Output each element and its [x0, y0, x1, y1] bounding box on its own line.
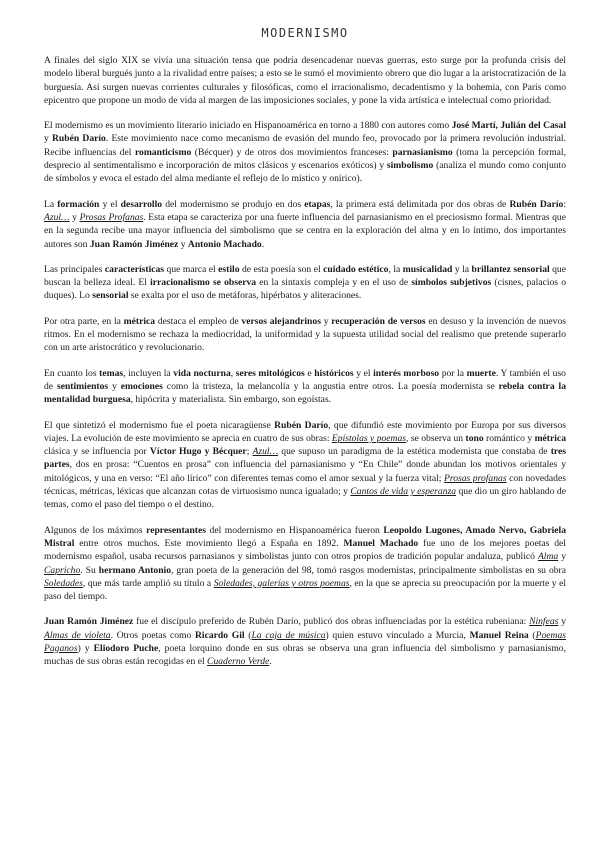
text-run: El modernismo es un movimiento literario iniciado en Hispanoamérica en torno a 1880 con autores como [44, 120, 452, 132]
text-run: que buscan la belleza ideal. El [44, 263, 566, 289]
text-run: y [558, 616, 566, 628]
work-title: Azul… [44, 211, 70, 223]
work-title: Poemas Paganos [44, 629, 567, 654]
bold-term: símbolos subjetivos [411, 277, 492, 289]
text-run: . Este movimiento nace como mecanismo de evasión del mundo feo, provocado por la primera revolución industrial. Recibe influencias del [44, 133, 566, 158]
paragraph [44, 119, 566, 185]
text-run: , hipócrita y materialista. Sin embargo, son egoístas. [130, 394, 332, 406]
text-run: por la [439, 367, 467, 379]
bold-term: vida nocturna [173, 367, 231, 379]
bold-term: tono [465, 432, 484, 444]
paragraph [44, 198, 566, 251]
text-run: La [44, 198, 58, 210]
paragraph [44, 315, 566, 355]
bold-term: históricos [314, 367, 354, 379]
bold-term: recuperación de versos [331, 315, 426, 327]
work-title: Prosas profanas [443, 472, 507, 484]
text-run: y [178, 238, 188, 250]
text-run: (cisnes, palacios o duques). Lo [44, 277, 566, 302]
bold-term: Manuel Machado [343, 537, 419, 549]
bold-term: brillantez sensorial [471, 263, 550, 275]
text-run: A finales del siglo XIX se vivía una situación tensa que podría desencadenar nuevas guerras, esto surge por la profunda crisis del modelo liberal burgués junto a la rivalidad entre países; a esto se le sumó el movimiento obrero que dio lugar a la aristocratización de la burguesía. Así surgen nuevas corrientes culturales y filosóficas, como el irracionalismo, decadentismo y la bohemia, con París como epicentro que propone un modo de vida al margen de las imposiciones sociales, y pone la vida artística e intelectual como prioridad. [44, 55, 566, 106]
bold-term: métrica [534, 432, 566, 444]
bold-term: Víctor Hugo y Bécquer [149, 446, 247, 458]
text-run: , [230, 367, 236, 379]
text-run: que marca el [164, 263, 219, 275]
bold-term: versos alejandrinos [241, 315, 321, 327]
bold-term: temas [99, 367, 124, 379]
text-run: , dos en prosa: “Cuentos en prosa” con influencia del parnasianismo y “En Chile” donde abundan los motivos orientales y mitológicos, y una en verso: “El año lírico” con diferentes temas como el amor sexual y la fuerza vital; [44, 459, 566, 484]
text-run: . [261, 238, 265, 250]
text-run: fue el discípulo preferido de Rubén Darío, publicó dos obras influenciadas por la estética rubeniana: [133, 616, 530, 628]
text-run: , gran poeta de la generación del 98, tomó rasgos modernistas, principalmente simbolistas en su obra [171, 564, 566, 576]
paragraph [44, 524, 566, 604]
text-run: (analiza el mundo como conjunto de símbolos y evoca el estado del alma mediante el reflejo de lo místico y onírico). [44, 160, 567, 185]
work-title: Soledades, galerías y otros poemas [213, 577, 350, 589]
bold-term: estilo [218, 263, 240, 275]
text-run: y la [452, 263, 472, 275]
text-run: : [563, 198, 566, 210]
text-run: y [108, 380, 121, 392]
text-run: y [320, 315, 332, 327]
bold-term: cuidado estético [323, 263, 389, 275]
bold-term: Juan Ramón Jiménez [89, 238, 179, 250]
text-run: ; [246, 446, 253, 458]
bold-term: formación [57, 198, 100, 210]
text-run: , la [388, 263, 403, 275]
text-run: e [304, 367, 315, 379]
bold-term: Eliodoro Puche [93, 642, 159, 654]
work-title: Capricho [44, 564, 81, 576]
work-title: Cantos de vida y esperanza [350, 486, 457, 498]
text-run: se exalta por el uso de metáforas, hipérbatos y aliteraciones. [128, 290, 362, 302]
text-run: que dio un giro hablando de temas, como el paso del tiempo o el destino. [44, 486, 566, 511]
text-run: . Esta etapa se caracteriza por una fuerte influencia del parnasianismo en el preciosismo formal. Mientras que en la segunda recibe una mayor influencia del simbolismo que se centra en la exploración del alma y en lo íntimo, dos importantes autores son [44, 211, 566, 250]
text-run: que supuso un paradigma de la estética modernista que constaba de [278, 446, 551, 458]
bold-term: Antonio Machado [187, 238, 262, 250]
bold-term: sensorial [92, 290, 129, 302]
work-title: Alma [537, 551, 559, 563]
text-run: , se observa un [406, 432, 466, 444]
text-run: ( [244, 629, 252, 641]
text-run: Las principales [44, 263, 105, 275]
text-run: y [69, 211, 80, 223]
text-run: , en la que se aprecia su preocupación por la muerte y el paso del tiempo. [44, 577, 566, 603]
work-title: Soledades [44, 577, 83, 589]
text-run: (toma la percepción formal, desprecio al sentimentalismo e incorporación de mitos clásicos y escenarios exóticos) y [44, 146, 566, 172]
text-run: en la sintaxis compleja y en el uso de [256, 277, 412, 289]
paragraph [44, 54, 566, 107]
text-run: en desuso y la invención de nuevos ritmos. En el modernismo se rechaza la mediocridad, la uniformidad y la supuesta utilidad social del realismo que pretende superarlo con un arte aristocrático y revolucionario. [44, 315, 567, 354]
text-run: ) y [77, 642, 94, 654]
text-run: , que difundió este movimiento por Europa por sus diversos viajes. La evolución de este movimiento se aprecia en cuatro de sus obras: [44, 419, 566, 444]
bold-term: métrica [123, 315, 156, 327]
bold-term: etapas [304, 198, 331, 210]
page-title: MODERNISMO [261, 26, 349, 40]
text-run: Por otra parte, en la [44, 315, 124, 327]
text-run: Algunos de los máximos [44, 524, 147, 536]
bold-term: sentimientos [56, 380, 109, 392]
paragraph [44, 419, 566, 512]
text-run: . Otros poetas como [110, 629, 195, 641]
text-run: . Y también el uso de [44, 367, 566, 392]
bold-term: irracionalismo se observa [150, 277, 257, 289]
text-run: El que sintetizó el modernismo fue el poeta nicaragüense [44, 419, 275, 431]
bold-term: características [104, 263, 165, 275]
bold-term: rebela contra la mentalidad burguesa [44, 380, 566, 406]
text-run: . [269, 656, 272, 668]
work-title: Almas de violeta [44, 629, 111, 641]
bold-term: romanticismo [134, 146, 192, 158]
bold-term: Manuel Reina [469, 629, 529, 641]
paragraph [44, 615, 566, 668]
bold-term: parnasianismo [392, 146, 453, 158]
text-run: de esta poesía son el [239, 263, 324, 275]
text-run: En cuanto los [44, 367, 100, 379]
bold-term: emociones [120, 380, 163, 392]
bold-term: Rubén Darío [509, 198, 564, 210]
text-run: , poeta lorquino donde en sus obras se observa una gran influencia del simbolismo y parnasianismo, muchas de sus obras están recogidas en el [44, 642, 566, 668]
bold-term: Rubén Darío [274, 419, 329, 431]
work-title: Cuaderno Verde [207, 656, 270, 668]
text-run: y el [353, 367, 374, 379]
text-run: clásica y se influencia por [44, 446, 150, 458]
bold-term: José Martí, Julián del Casal [451, 120, 567, 132]
text-run: como la tristeza, la melancolía y la angustia entre otros. La poesía modernista se [162, 380, 499, 392]
text-run: con novedades técnicas, métricas, léxicas que alcanzan cotas de virtuosismo nunca igualado; y [44, 472, 566, 498]
text-run: fue uno de los mejores poetas del modernismo español, usaba recursos parnasianos y simbolistas junto con otros propios de tradición popular andaluza, publicó [44, 537, 566, 563]
text-run: , la primera está delimitada por dos obras de [330, 198, 510, 210]
text-run: y el [99, 198, 121, 210]
bold-term: interés morboso [373, 367, 440, 379]
paragraph [44, 367, 566, 407]
work-title: Epístolas y poemas [331, 432, 407, 444]
work-title: Ninfeas [529, 616, 559, 628]
bold-term: representantes [146, 524, 206, 536]
bold-term: tres partes [44, 446, 566, 471]
bold-term: Rubén Darío [52, 133, 106, 145]
work-title: Prosas Profanas [79, 211, 144, 223]
paragraph [44, 263, 566, 303]
text-run: y [558, 551, 566, 563]
bold-term: hermano Antonio [98, 564, 172, 576]
bold-term: Leopoldo Lugones, Amado Nervo, Gabriela Mistral [44, 524, 567, 549]
text-run: , incluyen la [123, 367, 174, 379]
text-run: y [44, 133, 52, 145]
bold-term: desarrollo [120, 198, 163, 210]
text-run: destaca el empleo de [155, 315, 242, 327]
text-run: entre otros muchos. Este movimiento llegó a España en 1892. [74, 537, 344, 549]
bold-term: Ricardo Gil [194, 629, 245, 641]
text-run: (Bécquer) y de otros dos movimientos franceses: [191, 146, 393, 158]
bold-term: musicalidad [402, 263, 453, 275]
text-run: del modernismo en Hispanoamérica fueron [206, 524, 384, 536]
text-run: del modernismo se produjo en dos [162, 198, 305, 210]
text-run: . Su [80, 564, 99, 576]
bold-term: Juan Ramón Jiménez [44, 616, 134, 628]
bold-term: simbolismo [386, 160, 434, 172]
text-run: ( [528, 629, 536, 641]
bold-term: muerte [466, 367, 496, 379]
work-title: La caja de música [251, 629, 326, 641]
document-body [44, 54, 566, 669]
text-run: romántico y [483, 432, 535, 444]
work-title: Azul… [252, 446, 279, 458]
bold-term: seres mitológicos [235, 367, 305, 379]
text-run: , que más tarde amplió su título a [82, 577, 214, 589]
text-run: ) quien estuvo vinculado a Murcia, [325, 629, 470, 641]
